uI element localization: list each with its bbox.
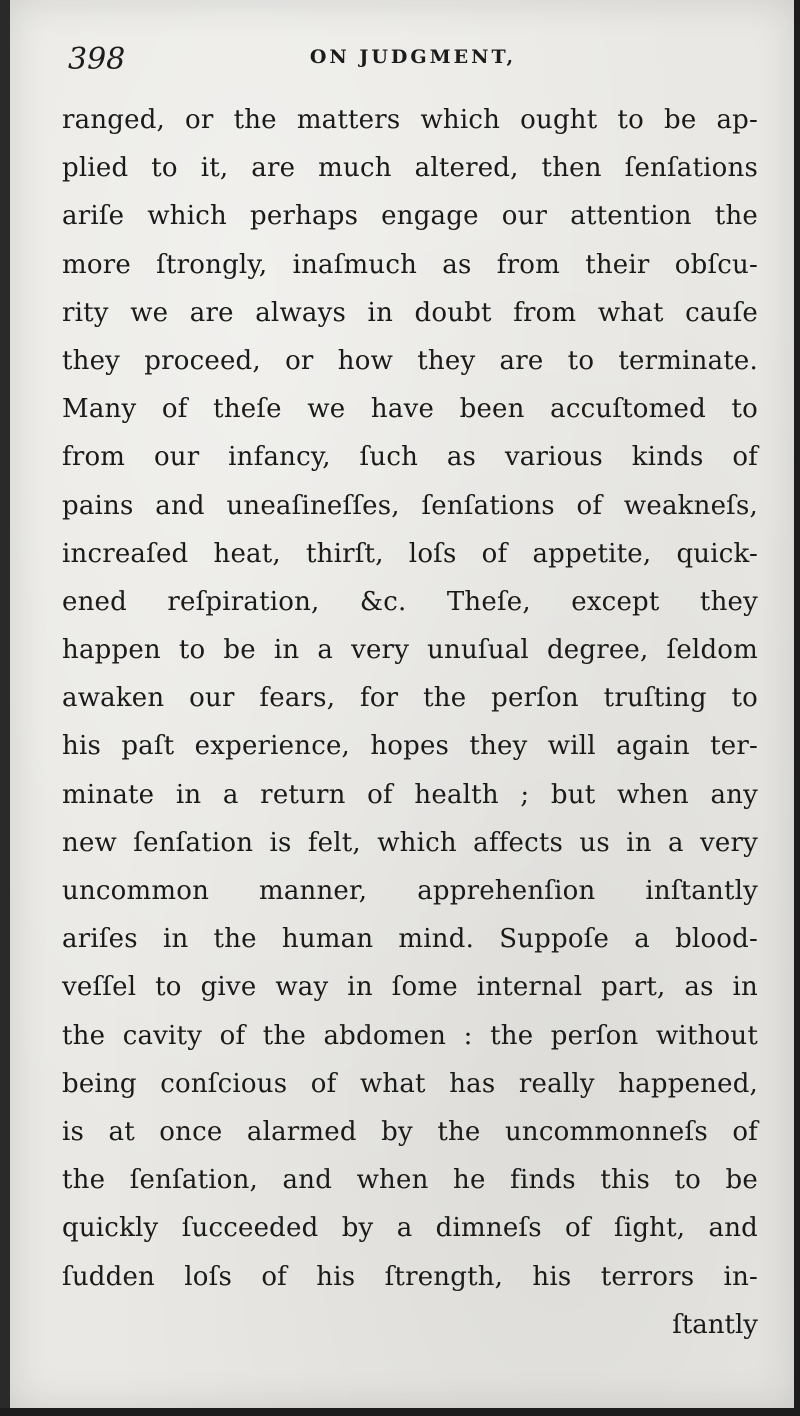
text-line: ranged, or the matters which ought to be ap- [62, 105, 758, 135]
text-line: they proceed, or how they are to terminate. [62, 345, 758, 376]
text-line: ſudden loſs of his ſtrength, his terrors in- [62, 1261, 758, 1292]
text-line: being conſcious of what has really happened, [62, 1068, 758, 1099]
text-line: ariſes in the human mind. Suppoſe a blood- [62, 924, 758, 955]
running-head: ON JUDGMENT, [309, 46, 517, 68]
text-line: awaken our fears, for the perſon truſting to [62, 683, 758, 714]
text-line: quickly ſucceeded by a dimneſs of ſight, and [62, 1213, 758, 1244]
text-line: the ſenſation, and when he finds this to be [62, 1165, 758, 1196]
text-line: pains and uneaſineſſes, ſenſations of weakneſs, [62, 490, 758, 521]
book-page [10, 0, 794, 1408]
text-line: Many of theſe we have been accuſtomed to [62, 394, 758, 425]
text-line: ariſe which perhaps engage our attention the [62, 201, 758, 232]
text-line: rity we are always in doubt from what cauſe [62, 297, 758, 328]
text-line: uncommon manner, apprehenſion inſtantly [62, 876, 758, 906]
page-edge-right [794, 0, 800, 1416]
page-header [68, 40, 758, 84]
body-text [62, 96, 758, 1349]
text-line: more ſtrongly, inaſmuch as from their obſcu- [62, 249, 758, 280]
text-line: from our infancy, ſuch as various kinds of [62, 442, 758, 473]
catchword: ſtantly [672, 1309, 758, 1340]
text-line: minate in a return of health ; but when any [62, 779, 758, 810]
page-number: 398 [68, 42, 126, 77]
text-line: veſſel to give way in ſome internal part, as in [62, 972, 758, 1003]
text-line: increaſed heat, thirſt, loſs of appetite, quick- [62, 538, 758, 569]
text-line: ened reſpiration, &c. Theſe, except they [62, 586, 758, 617]
text-line: plied to it, are much altered, then ſenſations [62, 153, 758, 184]
text-line: is at once alarmed by the uncommonneſs of [62, 1116, 758, 1147]
text-line: the cavity of the abdomen : the perſon without [62, 1020, 758, 1051]
page-edge-bottom [0, 1408, 800, 1416]
text-line: his paſt experience, hopes they will again ter- [62, 731, 758, 762]
text-line: happen to be in a very unuſual degree, ſeldom [62, 635, 758, 666]
text-line: new ſenſation is felt, which affects us in a very [62, 827, 758, 858]
